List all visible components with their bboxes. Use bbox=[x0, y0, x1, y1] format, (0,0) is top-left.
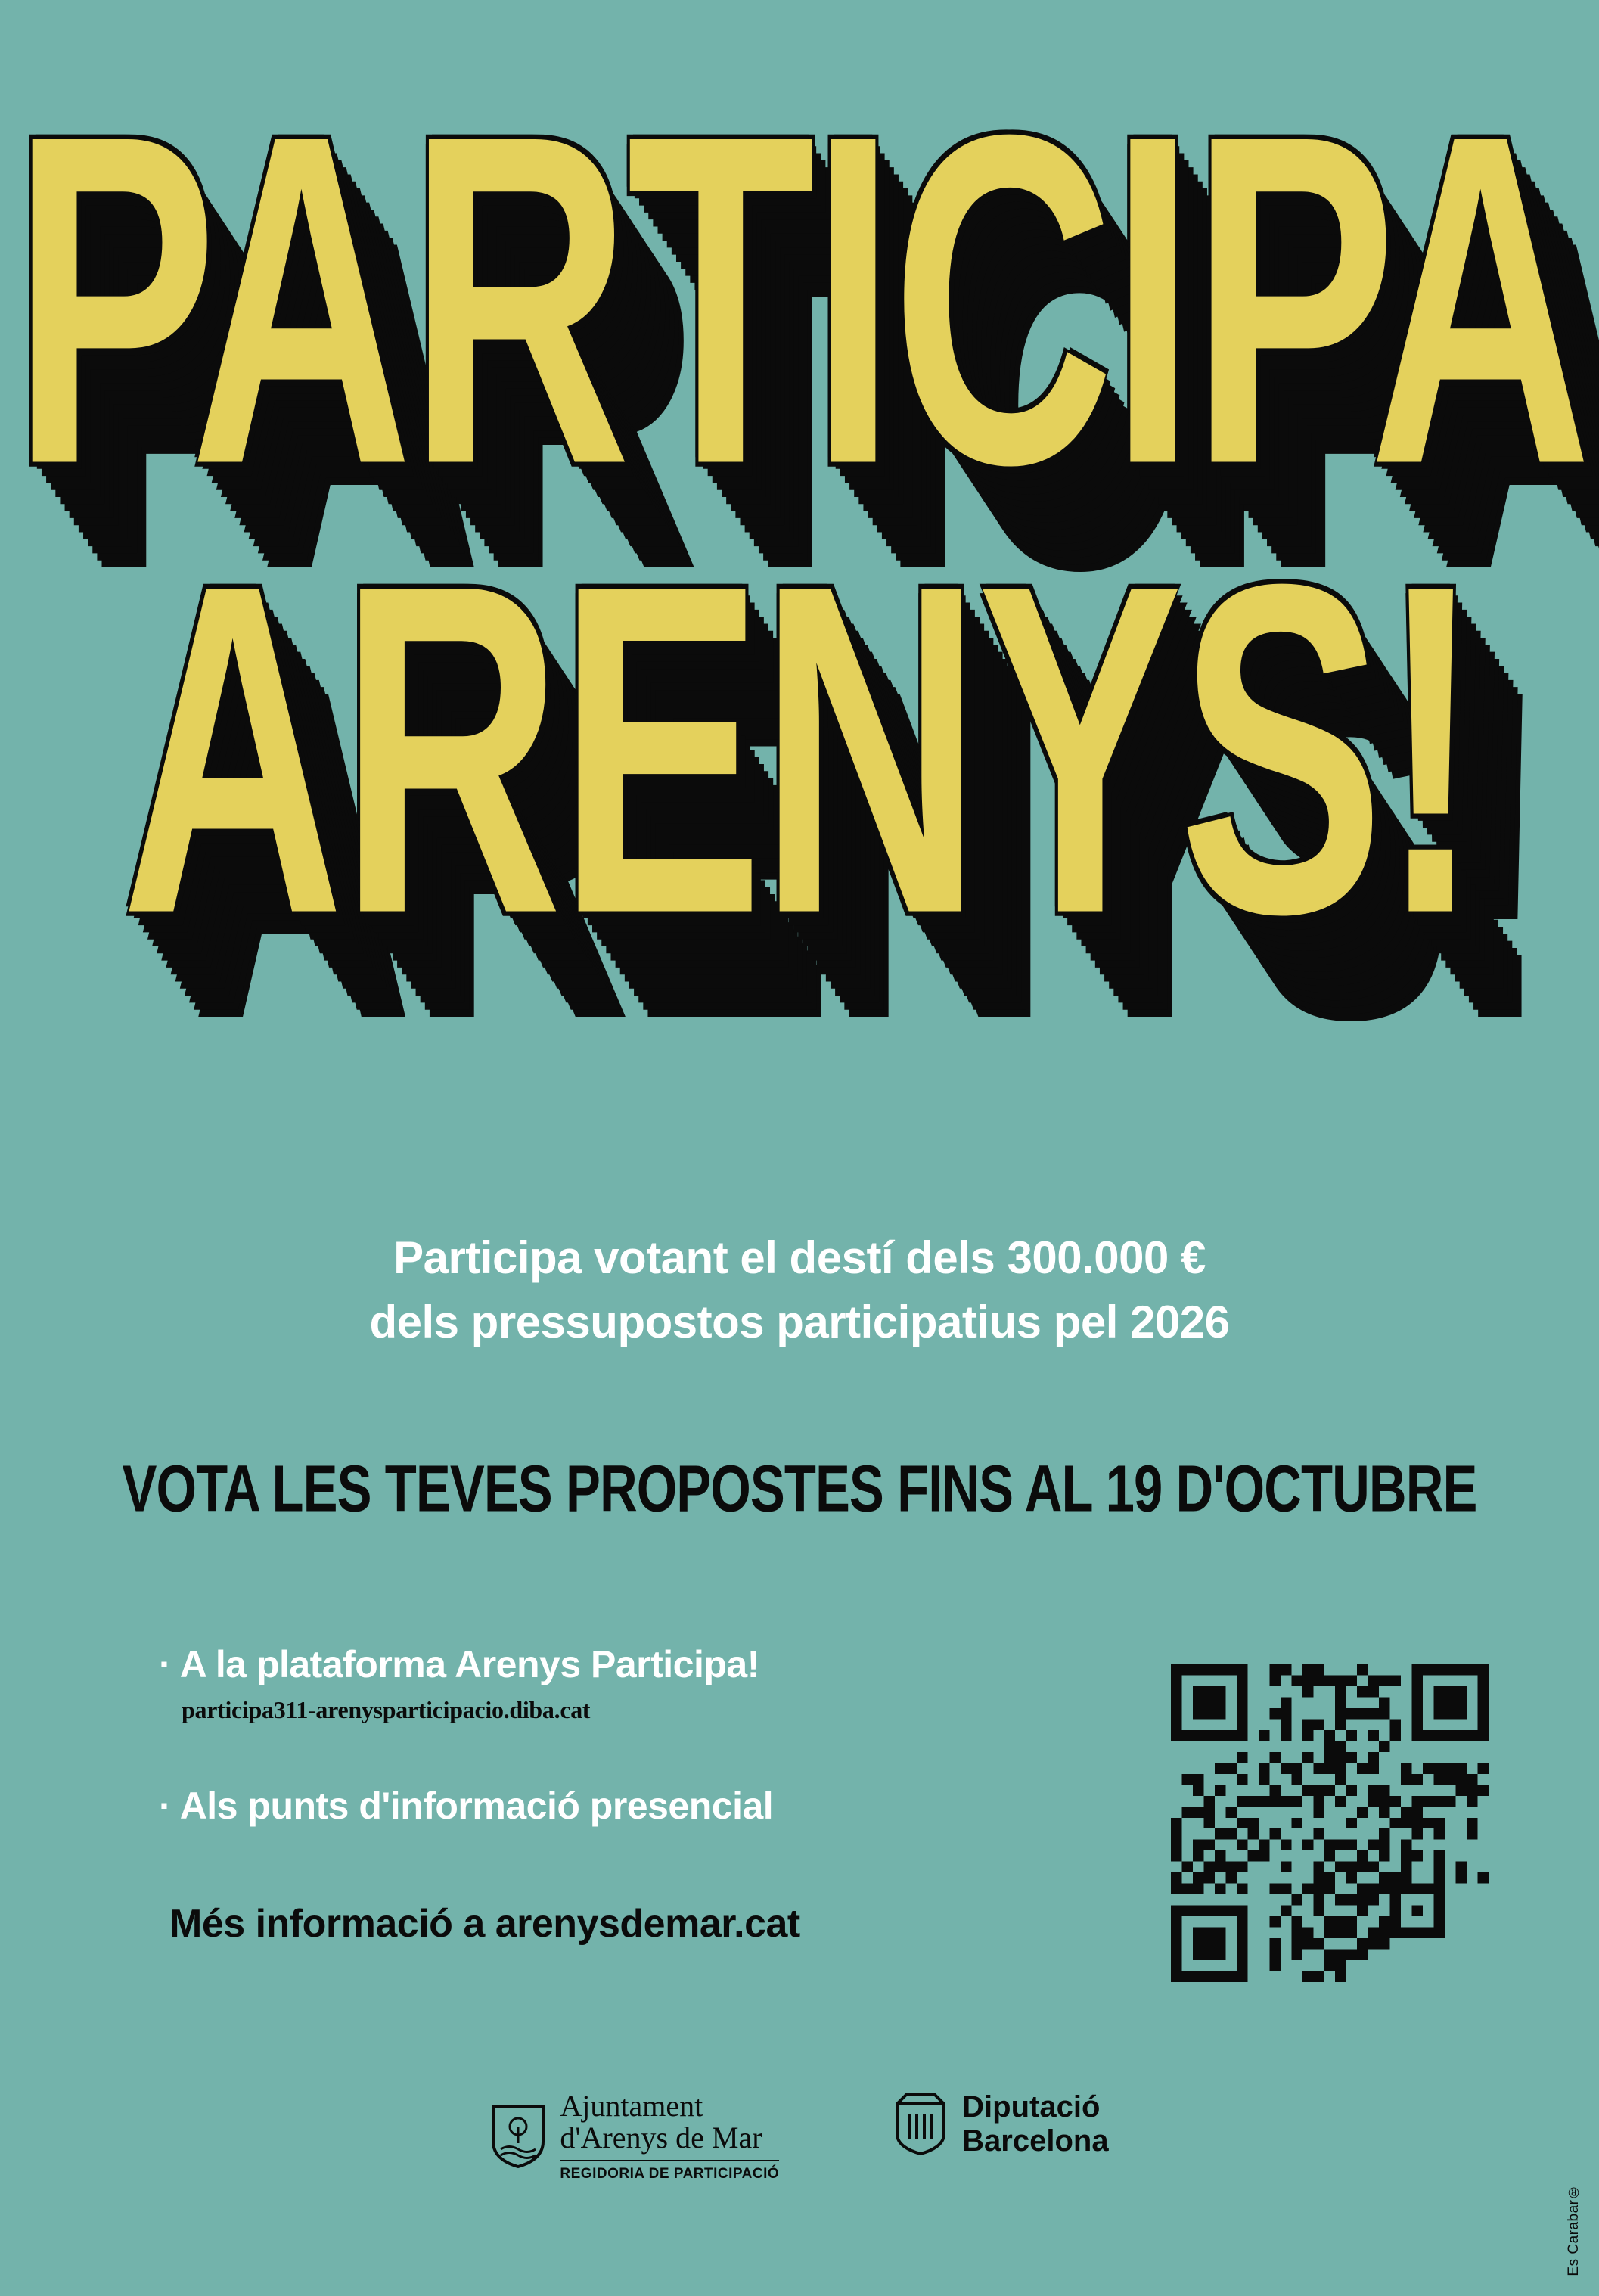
bullet-label-onsite: Als punts d'informació presencial bbox=[179, 1785, 774, 1827]
platform-url[interactable]: participa311-arenysparticipacio.diba.cat bbox=[182, 1696, 591, 1723]
logo-ajuntament-line-1: Ajuntament bbox=[560, 2089, 703, 2123]
logo-diputacio-text bbox=[962, 2090, 1108, 2158]
bullet-label-platform: A la plataforma Arenys Participa! bbox=[179, 1643, 759, 1685]
bullet-item-onsite bbox=[159, 1783, 1051, 1828]
poster-subtitle bbox=[0, 1226, 1599, 1354]
diputacio-barcelona-crest-icon bbox=[893, 2092, 949, 2157]
logo-diputacio-line-1: Diputació bbox=[962, 2090, 1101, 2124]
qr-code[interactable] bbox=[1171, 1664, 1489, 1982]
deadline-banner: VOTA LES TEVES PROPOSTES FINS AL 19 D'OCTUBRE bbox=[122, 1451, 1477, 1526]
logo-diputacio-line-2: Barcelona bbox=[962, 2124, 1109, 2158]
more-info-text: Més informació a arenysdemar.cat bbox=[169, 1902, 800, 1946]
logo-diputacio-barcelona bbox=[893, 2090, 1108, 2158]
bullet-marker: · bbox=[159, 1643, 172, 1685]
bullet-item-platform bbox=[159, 1642, 1051, 1687]
headline-line-1: PARTICIPA bbox=[11, 37, 1588, 562]
subtitle-line-1: Participa votant el destí dels 300.000 € bbox=[393, 1232, 1206, 1283]
headline-line-2: ARENYS! bbox=[121, 486, 1478, 1011]
footer-logos bbox=[0, 2090, 1599, 2183]
designer-credit: Es Carabar® bbox=[1566, 2183, 1582, 2276]
logo-ajuntament-text bbox=[560, 2090, 779, 2183]
logo-ajuntament-line-2: d'Arenys de Mar bbox=[560, 2120, 762, 2155]
subtitle-line-2: dels pressupostos participatius pel 2026 bbox=[369, 1297, 1230, 1348]
qr-code-image[interactable] bbox=[1171, 1664, 1489, 1982]
bullet-marker-2: · bbox=[159, 1785, 172, 1827]
logo-ajuntament-line-3: REGIDORIA DE PARTICIPACIÓ bbox=[560, 2160, 779, 2183]
logo-ajuntament-arenys-de-mar bbox=[490, 2090, 779, 2183]
info-block bbox=[159, 1642, 1051, 1946]
arenys-de-mar-crest-icon bbox=[490, 2104, 546, 2169]
poster-headline bbox=[0, 37, 1599, 1011]
